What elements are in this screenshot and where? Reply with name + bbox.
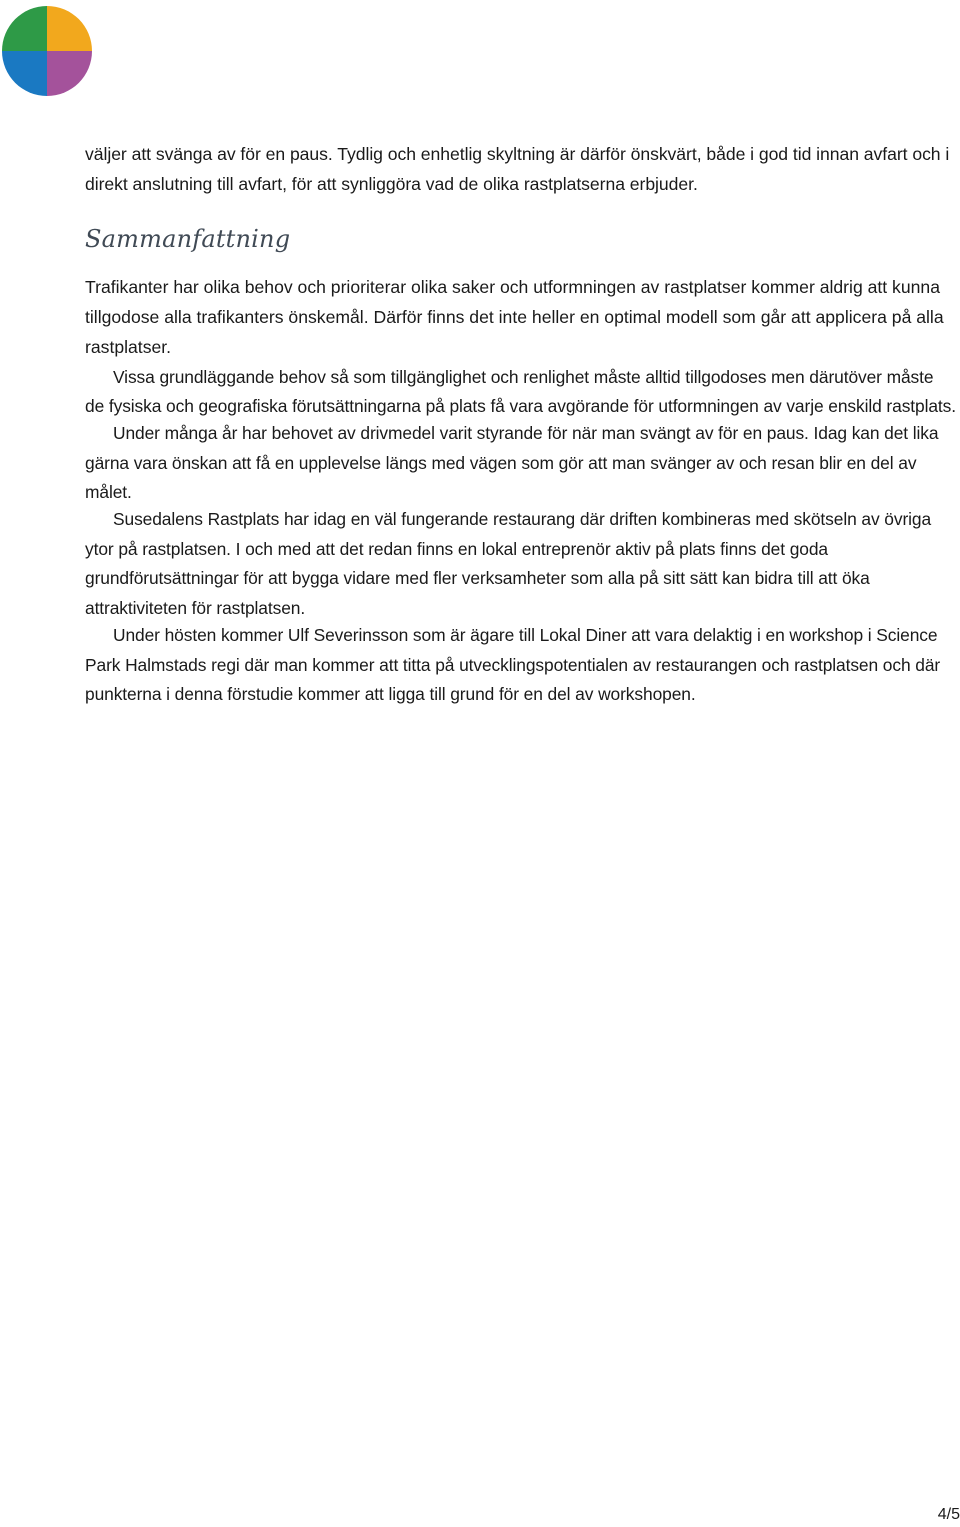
summary-paragraph: Trafikanter har olika behov och prioriterar olika saker och utformningen av rastplatser kommer aldrig att kunna tillgodose alla trafikanters önskemål. Därför finns det inte heller en optimal modell som går att applicera på alla rastplatser. [85,277,944,357]
document-body [85,140,957,710]
section-heading: Sammanfattning [85,225,291,254]
logo-segment-green [2,6,47,51]
intro-paragraph: väljer att svänga av för en paus. Tydlig och enhetlig skyltning är därför önskvärt, både i god tid innan avfart och i direkt anslutning till avfart, för att synliggöra vad de olika rastplatserna erbjuder. [85,144,950,194]
page-number: 4/5 [937,1506,960,1523]
body-paragraph-4: Under hösten kommer Ulf Severinsson som är ägare till Lokal Diner att vara delaktig i en workshop i Science Park Halmstads regi där man kommer att titta på utvecklingspotentialen av restaurangen och rastplatsen och där punkterna i denna förstudie kommer att ligga till grund för en del av workshopen. [85,624,941,705]
body-paragraph-1: Vissa grundläggande behov så som tillgänglighet och renlighet måste alltid tillgodoses men därutöver måste de fysiska och geografiska förutsättningarna på plats få vara avgörande för utformningen av varje enskild rastplats. [85,366,956,417]
logo-segment-purple [47,51,92,96]
logo-segment-blue [2,51,47,96]
body-paragraph-3: Susedalens Rastplats har idag en väl fungerande restaurang där driften kombineras med skötseln av övriga ytor på rastplatsen. I och med att det redan finns en lokal entreprenör aktiv på plats finns det goda grundförutsättningar för att bygga vidare med fler verksamheter som alla på sitt sätt kan bidra till att öka attraktiviteten för rastplatsen. [85,509,932,619]
body-paragraph-2: Under många år har behovet av drivmedel varit styrande för när man svängt av för en paus. Idag kan det lika gärna vara önskan att få en upplevelse längs med vägen som gör att man svänger av och resan blir en del av målet. [85,422,939,503]
logo-segment-orange [47,6,92,51]
quadrant-circle-logo [2,6,92,96]
